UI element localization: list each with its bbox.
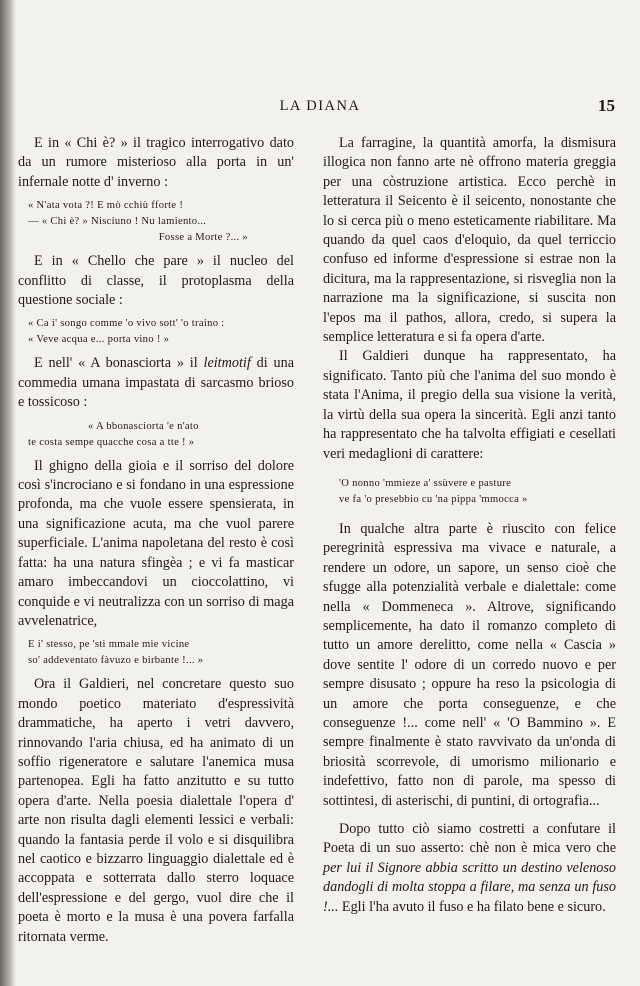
page-header — [0, 98, 640, 118]
left-column — [18, 134, 294, 947]
text-run: Dopo tutto ciò siamo costretti a confutare il Poeta di un suo asserto: chè non è mica vero che — [323, 821, 616, 857]
paragraph: Ora il Galdieri, nel concretare questo suo mondo poetico materiato d'espressività drammatiche, ha aperto i vetri davvero, rinnovando l'aria chiusa, ed ha animato di un soffio rigeneratore e salutare l'anemica musa partenopea. Egli ha fatto anzitutto e su tutto opera d'arte. Nella poesia dialettale l'opera d' arte non risulta dagli elementi lessici e verbali: quando la fantasia perde il volo e si disquilibra nel caotico e bizzarro linguaggio dialettale ed è accoppata e sotterrata dallo sterro loquace dell'espressione e del gergo, vuol dire che il poeta è morto e la musa è una povera farfalla ritornata verme. — [18, 676, 294, 945]
paragraph — [18, 354, 294, 412]
paragraph: Il ghigno della gioia e il sorriso del dolore così s'incrociano e si fondano in una espressione profonda, ma che vuole essere spensierata, in una significazione acuta, ma che vuol parere superficiale. L'anima napoletana del resto è così fatta: ha una natura sfingèa ; e vi fa masticar amaro imbeccandovi un cioccolattino, vi conquide e vi neutralizza con un sorriso di maga avvelenatrice, — [18, 457, 294, 629]
text-run: Egli l'ha avuto il fuso e ha filato bene e sicuro. — [338, 898, 606, 915]
verse-line: — « Chi è? » Nisciuno ! Nu lamiento... — [28, 216, 207, 228]
verse-quote — [28, 316, 294, 348]
paragraph: Il Galdieri dunque ha rappresentato, ha significato. Tanto più che l'anima del suo mondo è stata l'Anima, il pregio della sua visione la verità, la virtù della sua opera la sincerità. Egli anzi tanto ha rappresentato che ha talvolta effigiati e cesellati veri medaglioni di carattere: — [323, 348, 616, 462]
verse-quote — [339, 476, 616, 508]
running-title: LA DIANA — [279, 98, 361, 114]
page-number: 15 — [598, 96, 615, 115]
verse-line: « A bbonasciorta 'e n'ato — [88, 420, 199, 432]
verse-quote — [28, 637, 294, 669]
verse-line: « N'ata vota ?! E mò cchiù fforte ! — [28, 200, 184, 212]
paragraph: La farragine, la quantità amorfa, la dismisura illogica non fanno arte nè offrono materia greggia per una còstruzione artistica. Ecco perchè in letteratura il Seicento è il seicento, nonostante che lo si cerca più o meno esteticamente riabilitare. Ma quando da quel caos d'eloquio, da quel terriccio confuso ed informe d'espressione si estrae non la dicitura, ma la rappresentazione, si risveglia non la narrazione ma la significazione, si suscita non l'epos ma il pathos, allora, credo, si supera la semplice letteratura e si fa opera d'arte. — [323, 135, 616, 346]
verse-line: « Ca i' songo comme 'o vivo sott' 'o traino : — [28, 318, 225, 330]
paragraph: In qualche altra parte è riuscito con felice peregrinità espressiva ma vivace e naturale, a rendere un odore, un sapore, un senso cioè che sfugge alla potenzialità verbale e dialettale: come nella « Dommeneca ». Altrove, significando semplicemente, ha dato il romanzo completo di tutto un amore derelitto, come nella « Cascia » dove sentite l' odore di un corredo nuovo e per sempre disusato ; oppure ha reso la psicologia di un amore che porta conseguenze, e che conseguenze !... come nell' « 'O Bammino ». E sempre finalmente è stato ravvivato da un'onda di briosità scorrevole, di umorismo milionario e indefettivo, fatto non di parole, ma spesso di sottintesi, di asterischi, di puntini, di ortografia... — [323, 520, 616, 809]
paragraph — [323, 820, 616, 917]
verse-line: 'O nonno 'mmieze a' ssùvere e pasture — [339, 477, 512, 489]
text-run: di una commedia umana impastata di sarcasmo brioso e tossicoso : — [18, 355, 294, 411]
paragraph: E in « Chello che pare » il nucleo del conflitto di classe, il protoplasma della questione sociale : — [18, 253, 294, 309]
right-column — [323, 134, 616, 917]
verse-line: te costa sempe quacche cosa a tte ! » — [28, 436, 195, 448]
verse-line: Fosse a Morte ?... » — [158, 232, 248, 244]
book-spine-shadow — [0, 0, 16, 986]
verse-quote — [28, 419, 294, 451]
verse-line: E i' stesso, pe 'sti mmale mie vicine — [28, 639, 190, 651]
verse-line: ve fa 'o presebbio cu 'na pippa 'mmocca » — [339, 493, 528, 505]
italic-quote: per lui il Signore abbia scritto un destino velenoso dandogli di molta stoppa a filare, ma senza un fuso !... — [323, 859, 616, 915]
verse-line: « Veve acqua e... porta vino ! » — [28, 334, 170, 346]
verse-line: so' addeventato fàvuzo e birbante !... » — [28, 655, 204, 667]
verse-quote — [28, 198, 294, 246]
paragraph: E in « Chi è? » il tragico interrogativo dato da un rumore misterioso alla porta in un' infernale notte d' inverno : — [18, 135, 294, 190]
text-run: E nell' « A bonasciorta » il — [34, 355, 204, 372]
italic-term: leitmotif — [203, 355, 251, 372]
